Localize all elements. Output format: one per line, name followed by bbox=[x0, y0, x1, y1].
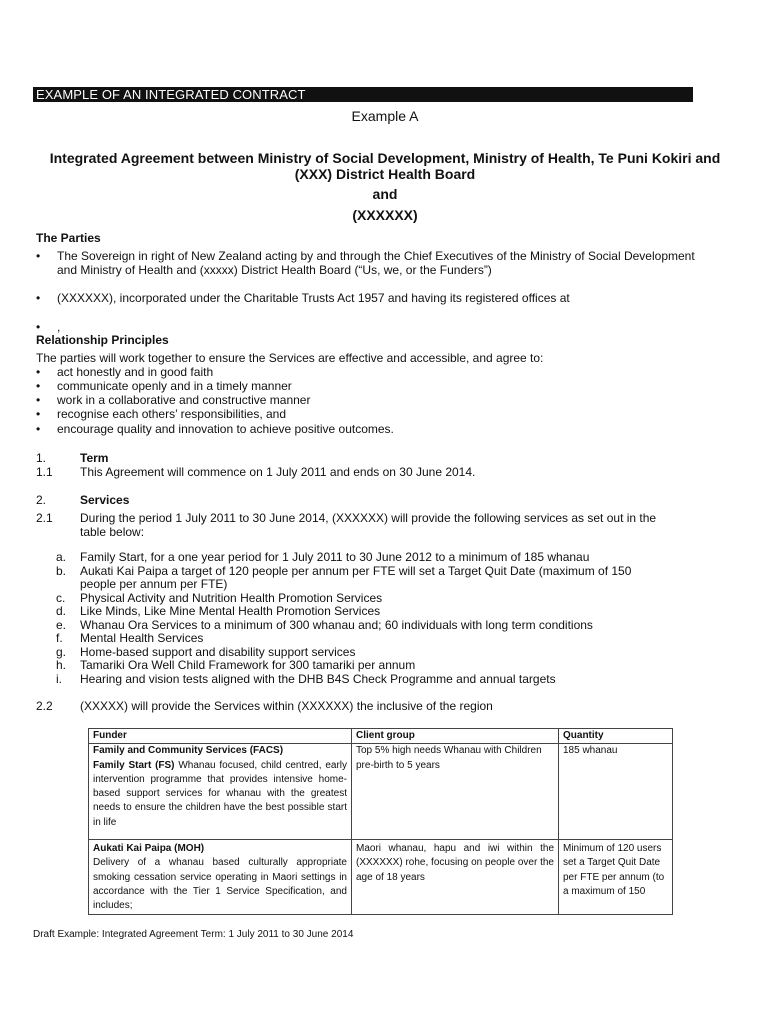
table-cell-client-group: Maori whanau, hapu and iwi within the (XXXXXX) rohe, focusing on people over the age of 18 years bbox=[352, 840, 559, 914]
table-header-funder: Funder bbox=[89, 729, 352, 744]
services-text-line-1: During the period 1 July 2011 to 30 June 2014, (XXXXXX) will provide the following services as set out in the bbox=[80, 511, 657, 525]
principles-intro: The parties will work together to ensure the Services are effective and accessible, and agree to: bbox=[36, 351, 544, 365]
table-header-quantity: Quantity bbox=[559, 729, 673, 744]
principle-item: • encourage quality and innovation to achieve positive outcomes. bbox=[57, 422, 394, 436]
funder-description bbox=[93, 759, 347, 830]
service-letter: c. bbox=[56, 591, 66, 605]
parties-item-1-line-2: and Ministry of Health and (xxxxx) District Health Board (“Us, we, or the Funders”) bbox=[57, 263, 492, 277]
table-cell-quantity: Minimum of 120 users set a Target Quit Date per FTE per annum (to a maximum of 150 bbox=[559, 840, 673, 914]
service-item-continued: people per annum per FTE) bbox=[80, 577, 228, 591]
table-header-client-group: Client group bbox=[352, 729, 559, 744]
table-header-row bbox=[89, 729, 673, 744]
service-letter: e. bbox=[56, 618, 67, 632]
services-sub-number: 2.1 bbox=[36, 511, 53, 525]
table-cell-funder bbox=[89, 744, 352, 840]
service-letter: f. bbox=[56, 631, 63, 645]
service-letter: i. bbox=[56, 672, 62, 686]
parties-item-2: • (XXXXXX), incorporated under the Charitable Trusts Act 1957 and having its registered offices at bbox=[57, 291, 570, 305]
term-text: This Agreement will commence on 1 July 2011 and ends on 30 June 2014. bbox=[80, 465, 476, 479]
service-item: Whanau Ora Services to a minimum of 300 whanau and; 60 individuals with long term conditions bbox=[80, 618, 593, 632]
service-item: Like Minds, Like Mine Mental Health Promotion Services bbox=[80, 604, 381, 618]
service-item: Hearing and vision tests aligned with the DHB B4S Check Programme and annual targets bbox=[80, 672, 556, 686]
services-text-line-2: table below: bbox=[80, 525, 145, 539]
principles-heading: Relationship Principles bbox=[36, 333, 169, 347]
parties-heading: The Parties bbox=[36, 231, 101, 245]
service-letter: g. bbox=[56, 645, 67, 659]
services-table bbox=[88, 728, 673, 915]
page-footer: Draft Example: Integrated Agreement Term: 1 July 2011 to 30 June 2014 bbox=[33, 929, 354, 940]
services-sub2-text: (XXXXX) will provide the Services within (XXXXXX) the inclusive of the region bbox=[80, 699, 493, 713]
services-heading: Services bbox=[80, 493, 130, 507]
services-number: 2. bbox=[36, 493, 47, 507]
service-letter: d. bbox=[56, 604, 67, 618]
principle-item: • communicate openly and in a timely manner bbox=[57, 379, 292, 393]
principle-item: • act honestly and in good faith bbox=[57, 365, 213, 379]
services-sub2-number: 2.2 bbox=[36, 699, 53, 713]
table-row bbox=[89, 840, 673, 914]
service-item: Aukati Kai Paipa a target of 120 people per annum per FTE will set a Target Quit Date (maximum of 150 bbox=[80, 564, 632, 578]
title-line-2: (XXX) District Health Board bbox=[294, 166, 476, 182]
table-cell-funder bbox=[89, 840, 352, 914]
service-item: Family Start, for a one year period for 1 July 2011 to 30 June 2012 to a minimum of 185 whanau bbox=[80, 550, 590, 564]
table-cell-client-group: Top 5% high needs Whanau with Children pre-birth to 5 years bbox=[352, 744, 559, 840]
principle-item: • work in a collaborative and constructive manner bbox=[57, 393, 310, 407]
title-line-1: Integrated Agreement between Ministry of Social Development, Ministry of Health, Te Puni Kokiri and bbox=[49, 150, 721, 166]
example-label: Example A bbox=[351, 108, 419, 124]
funder-subtitle: Family Start (FS) bbox=[93, 759, 175, 771]
service-letter: a. bbox=[56, 550, 67, 564]
funder-text: Whanau focused, child centred, early intervention programme that provides intensive home-based support services for whanau with the greatest needs to ensure the children have the best possible start in life bbox=[93, 759, 347, 828]
table-cell-quantity: 185 whanau bbox=[559, 744, 673, 840]
service-item: Physical Activity and Nutrition Health Promotion Services bbox=[80, 591, 383, 605]
table-row bbox=[89, 744, 673, 840]
funder-text: Delivery of a whanau based culturally appropriate smoking cessation service operating in Maori settings in accordance with the Tier 1 Service Specification, and includes; bbox=[93, 857, 347, 912]
party-name: (XXXXXX) bbox=[352, 207, 418, 223]
service-item: Tamariki Ora Well Child Framework for 300 tamariki per annum bbox=[80, 658, 416, 672]
service-letter: b. bbox=[56, 564, 67, 578]
service-letter: h. bbox=[56, 658, 67, 672]
funder-title: Aukati Kai Paipa (MOH) bbox=[93, 843, 205, 855]
funder-title: Family and Community Services (FACS) bbox=[93, 745, 284, 757]
section-banner: EXAMPLE OF AN INTEGRATED CONTRACT bbox=[33, 87, 693, 102]
parties-item-3: • , bbox=[57, 320, 60, 334]
parties-item-1-line-1: • The Sovereign in right of New Zealand acting by and through the Chief Executives of the Ministry of Social Development bbox=[57, 249, 695, 263]
term-number: 1. bbox=[36, 451, 47, 465]
term-heading: Term bbox=[80, 451, 109, 465]
title-and: and bbox=[372, 186, 398, 202]
principle-item: • recognise each others’ responsibilities, and bbox=[57, 407, 286, 421]
term-sub-number: 1.1 bbox=[36, 465, 53, 479]
service-item: Home-based support and disability support services bbox=[80, 645, 356, 659]
service-item: Mental Health Services bbox=[80, 631, 204, 645]
